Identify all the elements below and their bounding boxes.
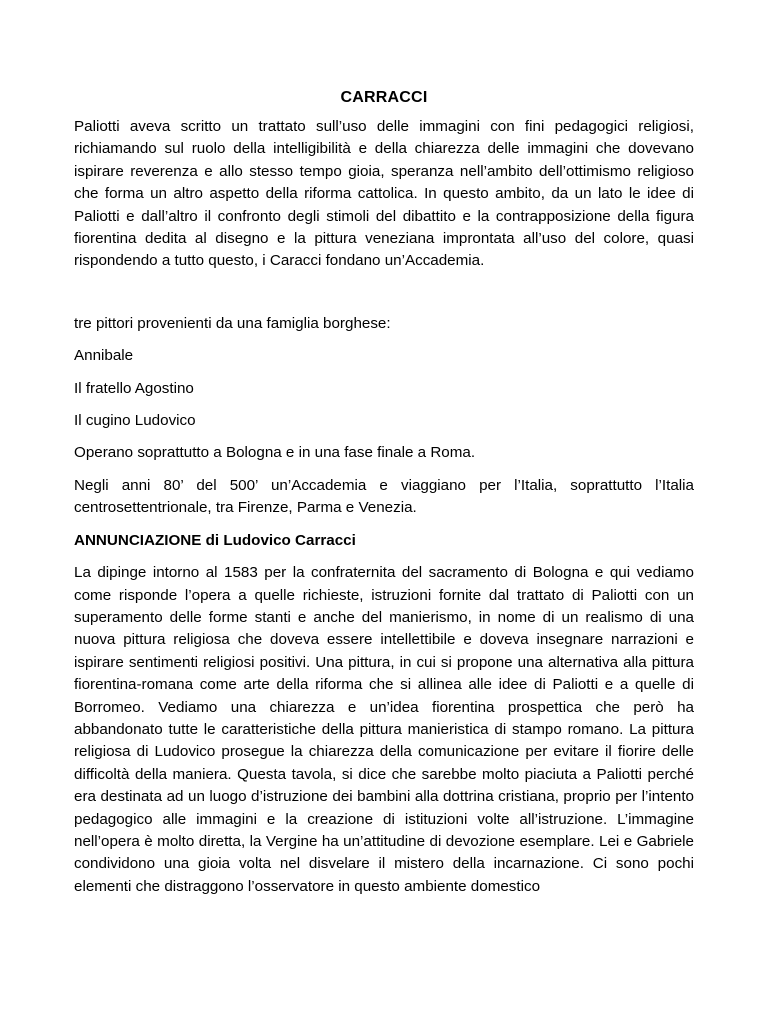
document-page xyxy=(74,86,694,898)
paragraph-negli-anni: Negli anni 80’ del 500’ un’Accademia e viaggiano per l’Italia, soprattutto l’Italia centrosettentrionale, tra Firenze, Parma e Venezia. xyxy=(74,476,694,517)
painter-agostino: Il fratello Agostino xyxy=(74,379,194,397)
painter-ludovico: Il cugino Ludovico xyxy=(74,412,196,430)
operano-line: Operano soprattutto a Bologna e in una fase finale a Roma. xyxy=(74,444,476,462)
document-title: CARRACCI xyxy=(340,89,428,106)
paragraph-annunciazione: La dipinge intorno al 1583 per la confraternita del sacramento di Bologna e qui vediamo come risponde l’opera a quelle richieste, istruzioni fornite dal trattato di Paliotti con un superamento delle forme stanti e anche del manierismo, in nome di un realismo di una nuova pittura religiosa che doveva essere intellettibile e doveva insegnare narrazioni e ispirare sentimenti religiosi positivi. Una pittura, in cui si propone una alternativa alla pittura fiorentina-romana come arte della riforma che si allinea alle idee di Paliotti e a quelle di Borromeo. Vediamo una chiarezza e un’idea fiorentina prospettica che però ha abbandonato tutte le caratteristiche della pittura manieristica di stampo romano. La pittura religiosa di Ludovico prosegue la chiarezza della comunicazione per evitare il fiorire delle difficoltà della maniera. Questa tavola, si dice che sarebbe molto piaciuta a Paliotti perché era destinata ad un luogo d’istruzione dei bambini alla dottrina cristiana, proprio per l’intento pedagogico alle immagini e la creazione di istituzioni volte all’istruzione. L’immagine nell’opera è molto diretta, la Vergine ha un’attitudine di devozione esemplare. Lei e Gabriele condividono una gioia volta nel disvelare il mistero della incarnazione. Ci sono pochi elementi che distraggono l’osservatore in questo ambiente domestico xyxy=(74,564,694,895)
painter-annibale: Annibale xyxy=(74,347,134,365)
intro-line: tre pittori provenienti da una famiglia borghese: xyxy=(74,314,391,332)
subheading-annunciazione: ANNUNCIAZIONE di Ludovico Carracci xyxy=(74,531,356,549)
paragraph-paliotti-trattato: Paliotti aveva scritto un trattato sull’uso delle immagini con fini pedagogici religiosi, richiamando sul ruolo della intelligibilità e della chiarezza delle immagini che dovevano ispirare reverenza e allo stesso tempo gioia, speranza nell’ambito dell’ottimismo religioso che forma un altro aspetto della riforma cattolica. In questo ambito, da un lato le idee di Paliotti e dall’altro il confronto degli stimoli del dibattito e la contrapposizione della figura fiorentina dedita al disegno e la pittura veneziana improntata all’uso del colore, quasi rispondendo a tutto questo, i Caracci fondano un’Accademia. xyxy=(74,118,694,270)
